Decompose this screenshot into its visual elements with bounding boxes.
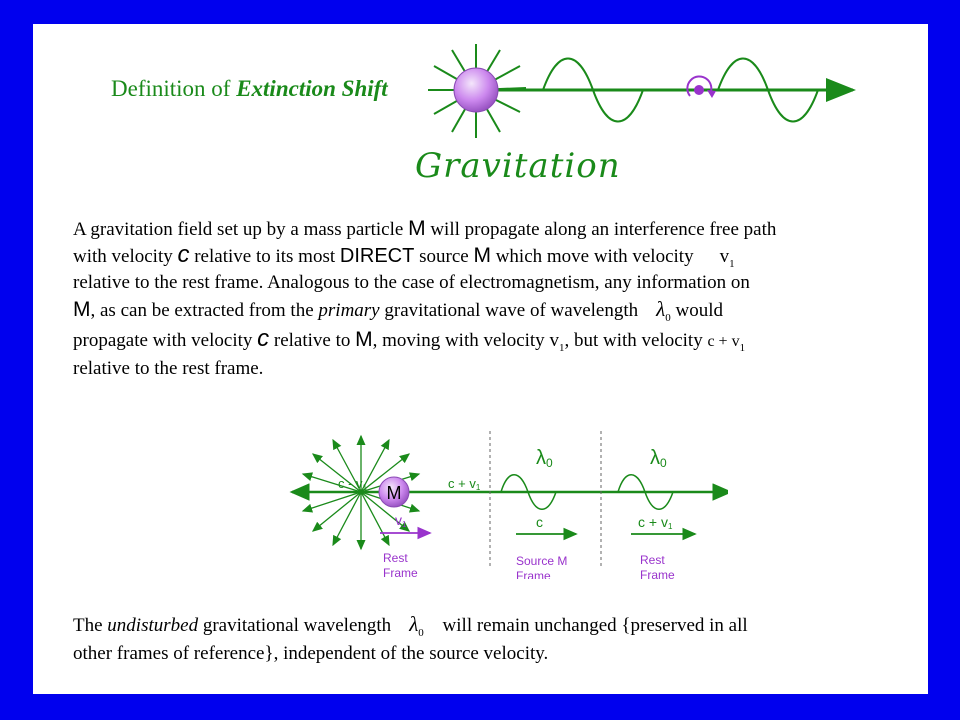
text-run: propagate with velocity [73,330,258,351]
source-frame-1: Source M [516,554,568,568]
source-sphere [454,68,498,112]
subscript: 1 [729,257,735,270]
text-run: which move with velocity [490,246,694,267]
rest-frame-left-1: Rest [383,551,408,565]
subscript: 1 [739,341,746,354]
slide-title [111,76,388,102]
symbol-m: M [408,217,426,240]
rest-frame-right-1: Rest [640,553,665,567]
particle-dot [694,85,704,95]
text-run: , as can be extracted from the [90,300,319,321]
title-emphasis: Extinction Shift [236,76,388,101]
title-wave-graphic [428,38,868,148]
symbol-c: c [177,241,190,268]
wavelength-rest: λ0 [650,447,667,470]
primary-word: primary [318,300,380,321]
direct-word: DIRECT [339,245,415,267]
text-run: will propagate along an interference free path [425,219,777,240]
label-mass-velocity: v1 [395,512,407,529]
symbol-lambda: λ [409,612,419,636]
subscript: 1 [558,341,565,354]
symbol-c-plus-v: c + v [707,333,740,350]
text-run: , but with velocity [564,330,708,351]
frames-diagram [288,399,728,579]
label-c-plus-v-left: c + v1 [448,476,481,492]
rotation-arrowhead [707,90,716,98]
paragraph-line-6: relative to the rest frame. [73,358,264,379]
text-run: would [670,300,723,321]
source-frame-2: Frame [516,569,551,579]
paragraph-line-3: relative to the rest frame. Analogous to the case of electromagnetism, any information on [73,272,750,293]
rest-frame-right-2: Frame [640,568,675,579]
closing-line-2: other frames of reference}, independent of the source velocity. [73,643,549,664]
label-speed-c-plus-v: c + v1 [638,514,673,531]
text-run: gravitational wave of wavelength [379,300,639,321]
symbol-m: M [473,244,491,267]
symbol-m: M [73,298,91,321]
subscript: 0 [418,626,424,639]
text-run: gravitational wavelength [198,615,392,636]
text-run: with velocity [73,246,178,267]
slide-canvas [33,24,928,694]
wavelength-source: λ0 [536,447,553,470]
text-run: A gravitation field set up by a mass particle [73,219,409,240]
undisturbed-word: undisturbed [107,615,199,636]
text-run: relative to its most [189,246,340,267]
text-run: will remain unchanged {preserved in all [437,615,748,636]
title-prefix: Definition of [111,76,237,101]
text-run: , moving with velocity [372,330,550,351]
label-c-minus-v: c - v1 [338,476,368,492]
rest-frame-left-2: Frame [383,566,418,579]
label-speed-c: c [536,514,543,530]
symbol-lambda: λ [656,297,666,321]
symbol-v: v [719,246,730,267]
mass-label: M [386,483,402,503]
symbol-v: v [549,330,559,351]
text-run: The [73,615,108,636]
symbol-c: c [257,325,270,352]
text-run: source [414,246,474,267]
section-heading: Gravitation [415,146,621,186]
symbol-m: M [355,328,373,351]
text-run: relative to [269,330,356,351]
subscript: 0 [665,311,671,324]
